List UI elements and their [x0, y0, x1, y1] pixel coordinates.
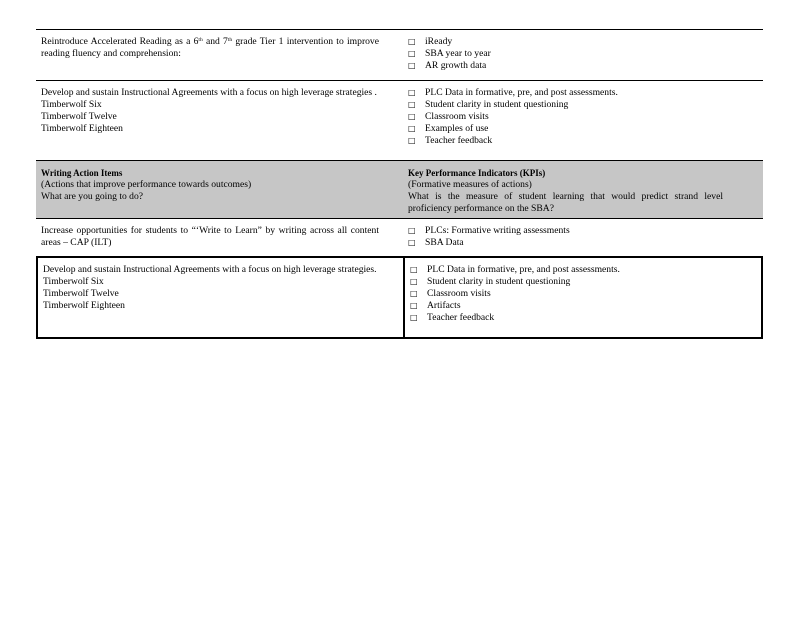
section-title: Key Performance Indicators (KPIs)	[408, 168, 546, 178]
checkbox-bullet-icon: □	[408, 226, 416, 235]
kpi-list	[408, 225, 723, 249]
strategy-name: Timberwolf Eighteen	[43, 300, 125, 311]
strategy-name: Timberwolf Six	[41, 99, 102, 110]
checkbox-bullet-icon: □	[408, 49, 416, 58]
section-header-left	[36, 161, 403, 218]
checkbox-bullet-icon: □	[408, 112, 416, 121]
section-header-row	[36, 160, 763, 218]
kpi-list	[408, 87, 723, 147]
strategy-name: Timberwolf Twelve	[41, 111, 117, 122]
section-header-right	[403, 161, 763, 218]
table-row	[36, 80, 763, 160]
action-item-cell	[36, 81, 403, 160]
kpi-list	[410, 264, 721, 324]
list-item: □ Teacher feedback	[408, 135, 493, 146]
list-item: □ Classroom visits	[408, 111, 489, 122]
action-item-cell	[36, 30, 403, 80]
action-item-cell	[38, 258, 405, 337]
action-item-text: Increase opportunities for students to “‘Write to Learn” by writing across all content areas – CAP (ILT)	[41, 225, 379, 248]
section-subtitle: (Formative measures of actions)	[408, 179, 532, 190]
kpi-cell	[405, 258, 761, 337]
action-plan-table	[36, 29, 763, 339]
list-item: □ SBA year to year	[408, 48, 491, 59]
action-item-text: Reintroduce Accelerated Reading as a 6th and 7th grade Tier 1 intervention to improve reading fluency and comprehension:	[41, 36, 379, 59]
checkbox-bullet-icon: □	[408, 61, 416, 70]
list-item: □ Examples of use	[408, 123, 489, 134]
section-question: What are you going to do?	[41, 191, 144, 202]
checkbox-bullet-icon: □	[410, 265, 418, 274]
checkbox-bullet-icon: □	[410, 289, 418, 298]
kpi-cell	[403, 219, 763, 256]
action-item-cell	[36, 219, 403, 256]
section-question: What is the measure of student learning that would predict strand level proficiency performance on the SBA?	[408, 191, 723, 214]
checkbox-bullet-icon: □	[408, 100, 416, 109]
checkbox-bullet-icon: □	[408, 238, 416, 247]
checkbox-bullet-icon: □	[410, 301, 418, 310]
list-item: □ PLCs: Formative writing assessments	[408, 225, 570, 236]
checkbox-bullet-icon: □	[408, 37, 416, 46]
action-item-text: Develop and sustain Instructional Agreements with a focus on high leverage strategies .	[41, 87, 377, 98]
list-item: □ Classroom visits	[410, 288, 491, 299]
list-item: □ Teacher feedback	[410, 312, 495, 323]
checkbox-bullet-icon: □	[408, 124, 416, 133]
checkbox-bullet-icon: □	[408, 136, 416, 145]
table-row	[36, 29, 763, 80]
table-row	[36, 218, 763, 256]
list-item: □ Artifacts	[410, 300, 461, 311]
kpi-cell	[403, 30, 763, 80]
strategy-name: Timberwolf Eighteen	[41, 123, 123, 134]
section-title: Writing Action Items	[41, 168, 123, 178]
checkbox-bullet-icon: □	[408, 88, 416, 97]
checkbox-bullet-icon: □	[410, 277, 418, 286]
strategy-name: Timberwolf Six	[43, 276, 104, 287]
list-item: □ AR growth data	[408, 60, 487, 71]
list-item: □ PLC Data in formative, pre, and post assessments.	[408, 87, 618, 98]
list-item: □ iReady	[408, 36, 453, 47]
list-item: □ PLC Data in formative, pre, and post assessments.	[410, 264, 620, 275]
table-row	[36, 256, 763, 339]
list-item: □ SBA Data	[408, 237, 464, 248]
kpi-cell	[403, 81, 763, 160]
list-item: □ Student clarity in student questioning	[408, 99, 569, 110]
list-item: □ Student clarity in student questioning	[410, 276, 571, 287]
kpi-list	[408, 36, 723, 72]
strategy-name: Timberwolf Twelve	[43, 288, 119, 299]
action-item-text: Develop and sustain Instructional Agreements with a focus on high leverage strategies.	[43, 264, 377, 275]
section-subtitle: (Actions that improve performance towards outcomes)	[41, 179, 252, 190]
checkbox-bullet-icon: □	[410, 313, 418, 322]
